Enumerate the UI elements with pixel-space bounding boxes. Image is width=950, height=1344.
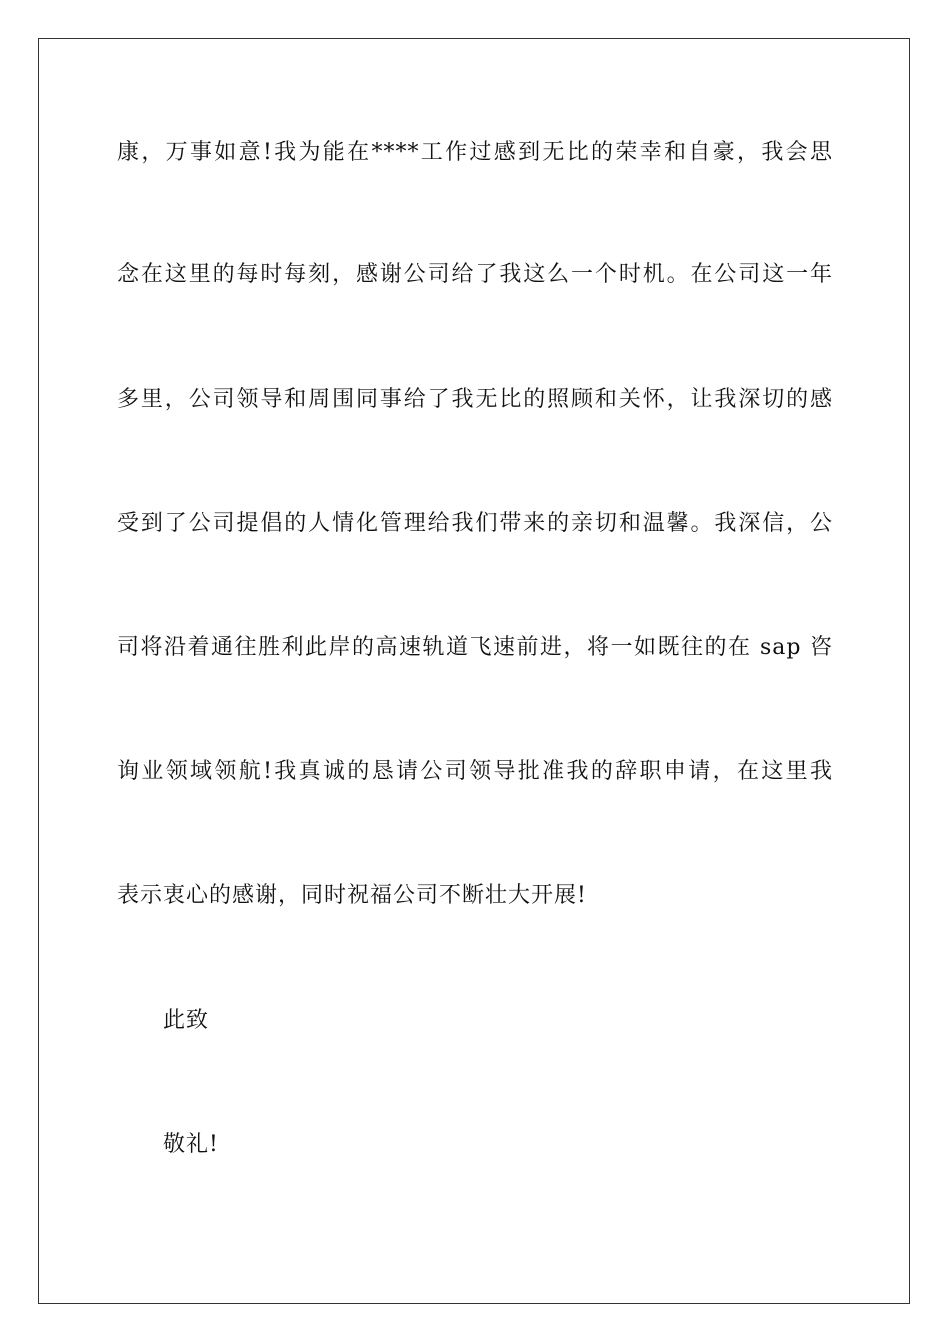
body-line-4: 受到了公司提倡的人情化管理给我们带来的亲切和温馨。我深信，公 [117,511,833,536]
page-border [38,38,910,1304]
body-line-5: 司将沿着通往胜利此岸的高速轨道飞速前进，将一如既往的在 sap 咨 [117,635,833,660]
body-line-2: 念在这里的每时每刻，感谢公司给了我这么一个时机。在公司这一年 [117,262,833,287]
body-line-7: 表示衷心的感谢，同时祝福公司不断壮大开展! [117,883,587,908]
closing-regards: 敬礼! [163,1132,219,1157]
closing-salutation: 此致 [163,1008,210,1033]
body-line-1: 康，万事如意!我为能在****工作过感到无比的荣幸和自豪，我会思 [117,140,833,165]
body-line-3: 多里，公司领导和周围同事给了我无比的照顾和关怀，让我深切的感 [117,387,833,412]
body-line-6: 询业领域领航!我真诚的恳请公司领导批准我的辞职申请，在这里我 [117,759,833,784]
